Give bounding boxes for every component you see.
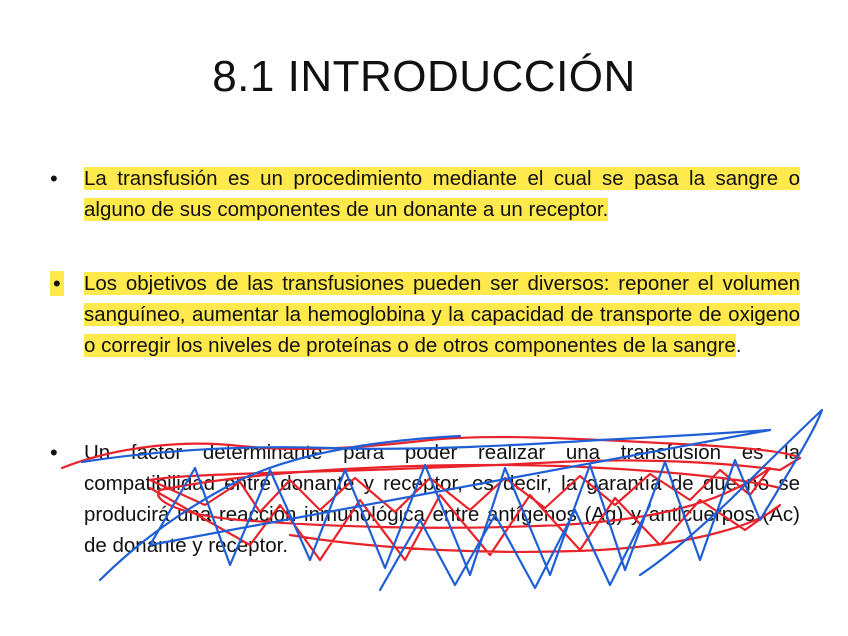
bullet-text: Un factor determinante para poder realizar una transfusión es la compatibilidad entre donante y receptor, es decir, la garantía de que no se producirá una reacción inmunológica entre antígenos (Ag) y anticuerpos (Ac) de donante y receptor. — [84, 441, 800, 557]
bullet-marker-highlight: • — [50, 271, 64, 296]
trailing-period: . — [735, 334, 742, 357]
bullet-text — [84, 268, 800, 361]
highlighted-text: Los objetivos de las transfusiones pueden ser diversos: reponer el volumen sanguíneo, aumentar la hemoglobina y la capacidad de transporte de oxigeno o corregir los niveles de proteínas o de otros componentes de la sangre — [84, 272, 800, 357]
slide-title: 8.1 INTRODUCCIÓN — [212, 52, 636, 101]
bullet-marker: • — [50, 166, 58, 191]
bullet-marker: • — [50, 440, 58, 465]
bullet-text — [84, 163, 800, 225]
bullet-marker — [50, 268, 80, 299]
highlighted-text: La transfusión es un procedimiento mediante el cual se pasa la sangre o alguno de sus componentes de un donante a un receptor. — [84, 167, 800, 221]
